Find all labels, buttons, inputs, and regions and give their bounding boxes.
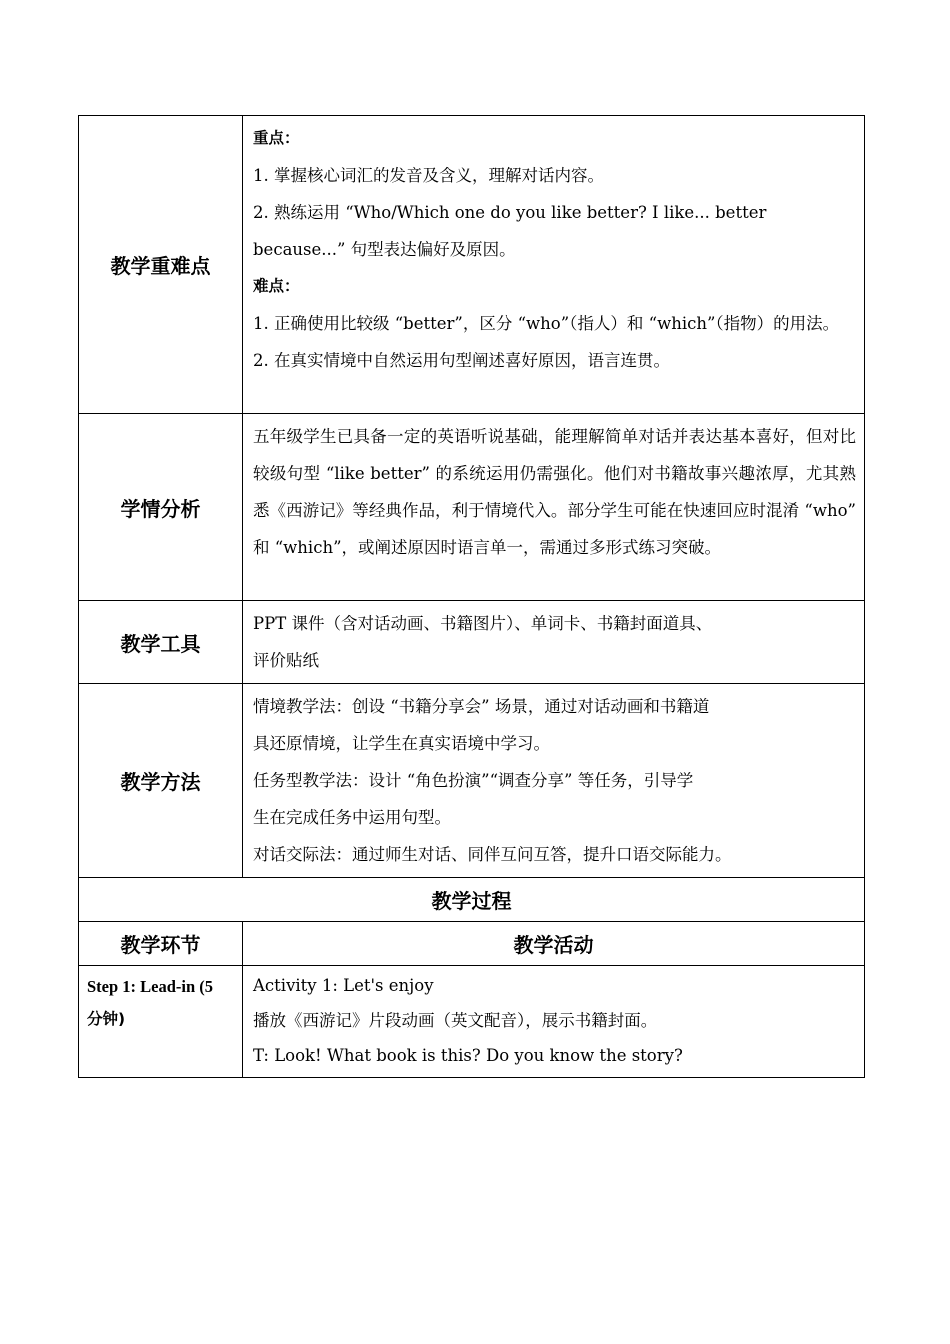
difficulty-heading: 难点：	[253, 277, 300, 295]
teaching-methods-row	[79, 684, 865, 878]
student-analysis-text: 五年级学生已具备一定的英语听说基础，能理解简单对话并表达基本喜好，但对比较级句型 “like better” 的系统运用仍需强化。他们对书籍故事兴趣浓厚，尤其熟悉《西游记》等经典作品，利于情境代入。部分学生可能在快速回应时混淆 “who” 和 “which”，或阐述原因时语言单一，需通过多形式练习突破。	[253, 427, 856, 557]
method-line: 情境教学法：创设 “书籍分享会” 场景，通过对话动画和书籍道	[253, 697, 710, 716]
key-points-row	[79, 116, 865, 414]
student-analysis-content	[243, 414, 865, 601]
difficulty-item: 1. 正确使用比较级 “better”，区分 “who”（指人）和 “which”（指物）的用法。	[253, 314, 840, 333]
activity-line: T: Look! What book is this? Do you know the story?	[253, 1046, 683, 1065]
key-points-label: 教学重难点	[79, 116, 243, 414]
activity-line: 播放《西游记》片段动画（英文配音），展示书籍封面。	[253, 1011, 658, 1030]
teaching-tools-content	[243, 601, 865, 684]
focus-item: 2. 熟练运用 “Who/Which one do you like better? I like... better because...” 句型表达偏好及原因。	[253, 203, 767, 259]
process-title-row	[79, 878, 865, 922]
stage-column-header: 教学环节	[79, 922, 243, 966]
step-stage-en: Step 1: Lead-in (5	[87, 977, 214, 996]
method-line: 任务型教学法：设计 “角色扮演”“调查分享” 等任务，引导学	[253, 771, 694, 790]
lesson-plan-table	[78, 115, 865, 1078]
method-line: 生在完成任务中运用句型。	[253, 808, 451, 827]
difficulty-item: 2. 在真实情境中自然运用句型阐述喜好原因，语言连贯。	[253, 351, 670, 370]
teaching-tools-label: 教学工具	[79, 601, 243, 684]
teaching-tools-row	[79, 601, 865, 684]
process-header-row	[79, 922, 865, 966]
tools-line: PPT 课件（含对话动画、书籍图片）、单词卡、书籍封面道具、	[253, 614, 713, 633]
activity-line: Activity 1: Let's enjoy	[253, 976, 434, 995]
step-stage-cn: 分钟)	[87, 1010, 126, 1028]
student-analysis-label: 学情分析	[79, 414, 243, 601]
teaching-methods-content	[243, 684, 865, 878]
student-analysis-row	[79, 414, 865, 601]
focus-item: 1. 掌握核心词汇的发音及含义，理解对话内容。	[253, 166, 604, 185]
process-step-row	[79, 966, 865, 1078]
key-points-content	[243, 116, 865, 414]
step-stage-cell	[79, 966, 243, 1078]
method-line: 对话交际法：通过师生对话、同伴互问互答，提升口语交际能力。	[253, 845, 732, 864]
step-activity-cell	[243, 966, 865, 1078]
focus-heading: 重点：	[253, 129, 300, 147]
method-line: 具还原情境，让学生在真实语境中学习。	[253, 734, 550, 753]
process-title: 教学过程	[79, 878, 865, 922]
teaching-methods-label: 教学方法	[79, 684, 243, 878]
tools-line: 评价贴纸	[253, 651, 319, 670]
activity-column-header: 教学活动	[243, 922, 865, 966]
